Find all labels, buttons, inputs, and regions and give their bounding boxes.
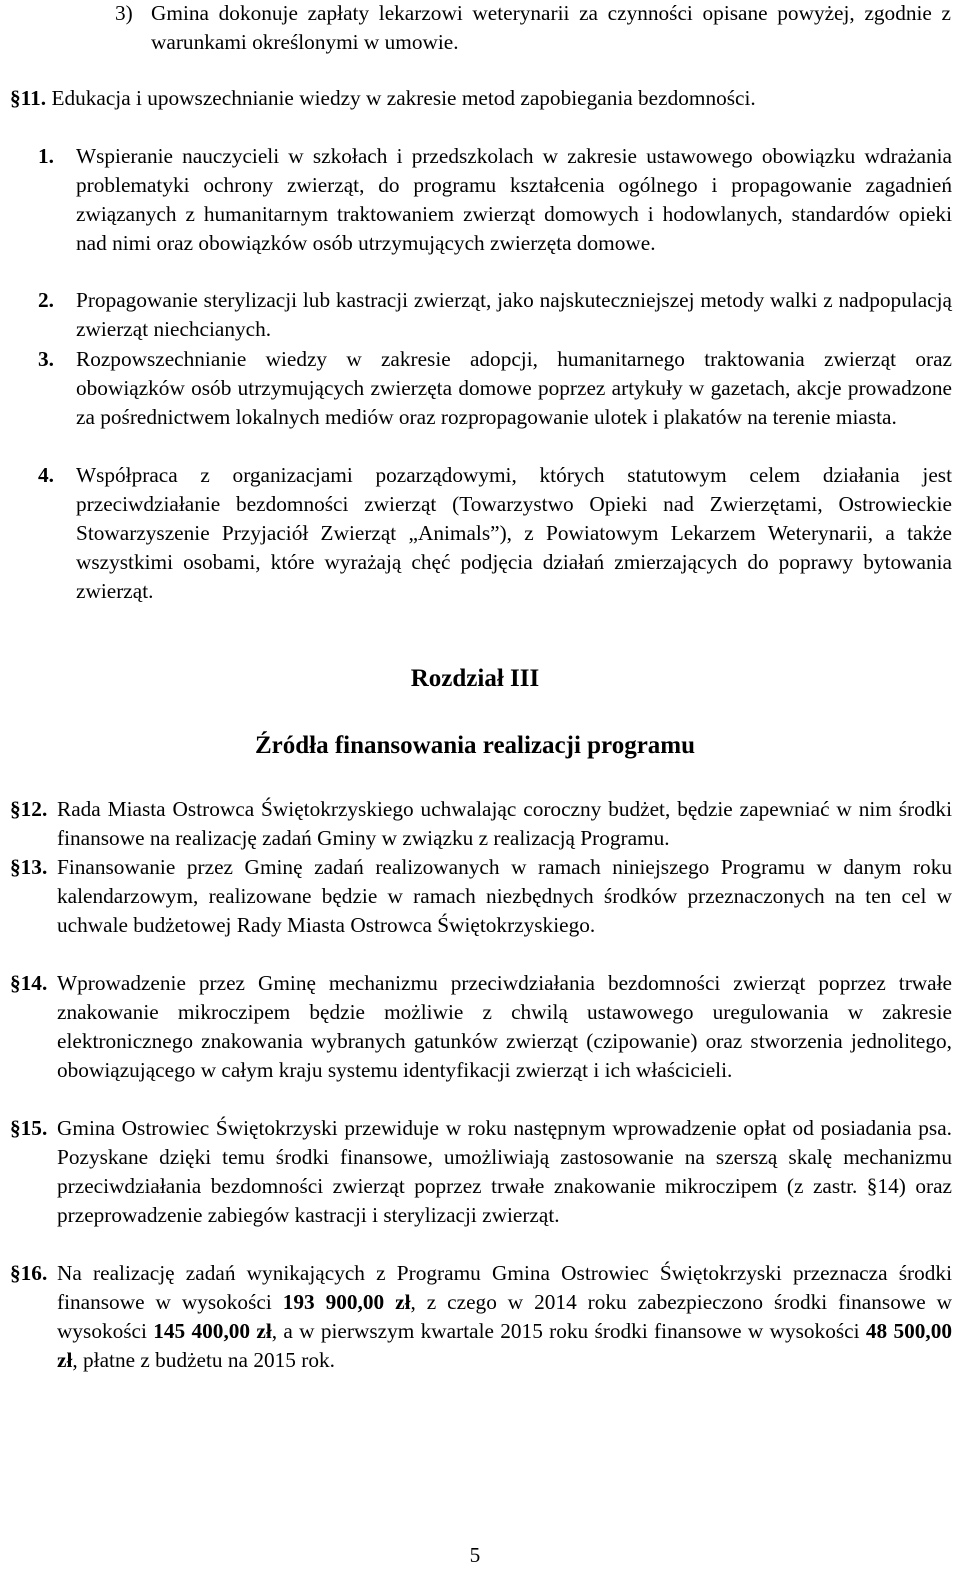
section-number: §15. <box>10 1116 48 1140</box>
section-text <box>10 1259 952 1375</box>
list-item <box>38 142 952 258</box>
section-text: Wprowadzenie przez Gminę mechanizmu przeciwdziałania bezdomności zwierząt poprzez trwałe znakowanie mikroczipem będzie możliwie z chwilą ustawowego uregulowania w zakresie elektronicznego znakowania wybranych gatunków zwierząt (czipowanie) oraz stworzenia jednolitego, obowiązującego w całym kraju systemu identyfikacji zwierząt i ich właścicieli. <box>57 971 952 1082</box>
list-item-text: Wspieranie nauczycieli w szkołach i przedszkolach w zakresie ustawowego obowiązku wdrażania problematyki ochrony zwierząt, do programu kształcenia ogólnego i propagowanie zagadnień związanych z humanitarnym traktowaniem zwierząt domowych i hodowlanych, standardów opieki nad nimi oraz obowiązków osób utrzymujących zwierzęta domowe. <box>76 144 952 255</box>
list-item-number: 3) <box>115 1 133 25</box>
section-text: Rada Miasta Ostrowca Świętokrzyskiego uchwalając coroczny budżet, będzie zapewniać w nim środki finansowe na realizację zadań Gminy w związku z realizacją Programu. <box>57 797 952 850</box>
list-item-number: 2. <box>38 288 54 312</box>
section-12 <box>10 795 952 853</box>
list-item <box>38 286 952 344</box>
list-item-text: Współpraca z organizacjami pozarządowymi, których statutowym celem działania jest przeciwdziałanie bezdomności zwierząt (Towarzystwo Opieki nad Zwierzętami, Ostrowieckie Stowarzyszenie Przyjaciół Zwierząt „Animals”), z Powiatowym Lekarzem Weterynarii, a także wszystkimi osobami, które wyrażają chęć podjęcia działań zmierzających do poprawy bytowania zwierząt. <box>76 463 952 603</box>
section-number: §16. <box>10 1261 48 1285</box>
section-number: §13. <box>10 855 48 879</box>
chapter-subtitle: Źródła finansowania realizacji programu <box>254 732 696 759</box>
list-item <box>38 461 952 606</box>
page-number: 5 <box>469 1543 481 1567</box>
section-11-heading <box>10 84 955 113</box>
list-item-number: 1. <box>38 144 54 168</box>
list-item <box>38 345 952 432</box>
section-text: Gmina Ostrowiec Świętokrzyski przewiduje w roku następnym wprowadzenie opłat od posiadania psa. Pozyskane dzięki temu środki finansowe, umożliwiają zastosowanie na szerszą skalę mechanizmu przeciwdziałania bezdomności zwierząt poprzez trwałe znakowanie mikroczipem (z zastr. §14) oraz przeprowadzenie zabiegów kastracji i sterylizacji zwierząt. <box>57 1116 952 1227</box>
amount-2014: 145 400,00 zł <box>153 1319 272 1343</box>
list-item-text: Gmina dokonuje zapłaty lekarzowi weterynarii za czynności opisane powyżej, zgodnie z warunkami określonymi w umowie. <box>151 1 951 54</box>
section-text-part: , a w pierwszym kwartale 2015 roku środki finansowe w wysokości <box>271 1319 860 1343</box>
section-text-part: , płatne z budżetu na 2015 rok. <box>72 1348 335 1372</box>
section-14 <box>10 969 952 1085</box>
section-16 <box>10 1259 952 1375</box>
amount-2015: 48 500,00 zł <box>57 1319 953 1372</box>
section-15 <box>10 1114 952 1230</box>
section-number: §12. <box>10 797 48 821</box>
section-text: Finansowanie przez Gminę zadań realizowanych w ramach niniejszego Programu w danym roku kalendarzowym, realizowane będzie w ramach niezbędnych środków przeznaczonych na ten cel w uchwale budżetowej Rady Miasta Ostrowca Świętokrzyskiego. <box>57 855 952 937</box>
list-item-number: 4. <box>38 463 54 487</box>
section-title: Edukacja i upowszechnianie wiedzy w zakresie metod zapobiegania bezdomności. <box>51 86 756 110</box>
section-13 <box>10 853 952 940</box>
amount-total: 193 900,00 zł <box>282 1290 411 1314</box>
list-item <box>115 0 951 57</box>
section-text-part: , z czego w 2014 roku zabezpieczono środki finansowe w wysokości <box>57 1290 953 1343</box>
list-item-number: 3. <box>38 347 54 371</box>
section-number: §14. <box>10 971 48 995</box>
list-item-text: Propagowanie sterylizacji lub kastracji zwierząt, jako najskuteczniejszej metody walki z nadpopulacją zwierząt niechcianych. <box>76 288 952 341</box>
chapter-title: Rozdział III <box>410 665 540 692</box>
section-text-part: Na realizację zadań wynikających z Programu Gmina Ostrowiec Świętokrzyski przeznacza środki finansowe w wysokości <box>57 1261 952 1314</box>
section-number: §11. <box>10 86 47 110</box>
list-item-text: Rozpowszechnianie wiedzy w zakresie adopcji, humanitarnego traktowania zwierząt oraz obowiązków osób utrzymujących zwierzęta domowe poprzez artykuły w gazetach, akcje prowadzone za pośrednictwem lokalnych mediów oraz rozpropagowanie ulotek i plakatów na terenie miasta. <box>76 347 952 429</box>
